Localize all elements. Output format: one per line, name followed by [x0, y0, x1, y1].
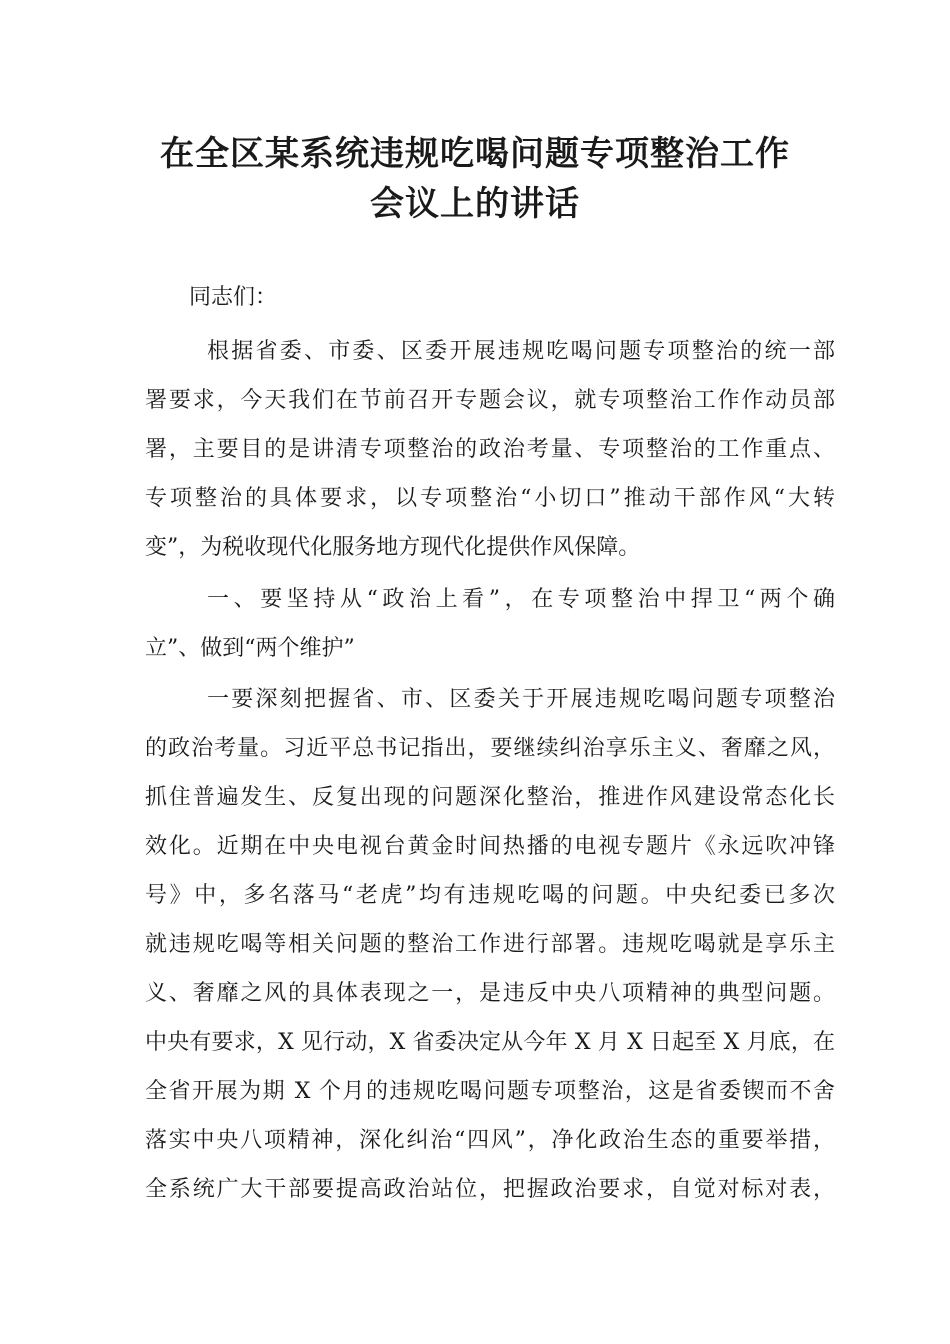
paragraph-line: 中央有要求，X 见行动，X 省委决定从今年 X 月 X 日起至 X 月底，在	[145, 1030, 835, 1055]
paragraph-2	[145, 675, 835, 1214]
heading-line: 一、要坚持从“政治上看”，在专项整治中捍卫“两个确	[207, 587, 835, 612]
paragraph-line: 一要深刻把握省、市、区委关于开展违规吃喝问题专项整治	[207, 687, 835, 712]
paragraph-1	[145, 327, 835, 572]
paragraph-line: 署，主要目的是讲清专项整治的政治考量、专项整治的工作重点、	[145, 437, 835, 462]
paragraph-line: 全省开展为期 X 个月的违规吃喝问题专项整治，这是省委锲而不舍	[145, 1079, 835, 1104]
section-heading-1	[145, 575, 835, 673]
paragraph-line: 落实中央八项精神，深化纠治“四风”，净化政治生态的重要举措，	[145, 1128, 835, 1153]
document-title-line-1: 在全区某系统违规吃喝问题专项整治工作	[160, 134, 790, 174]
heading-line: 立”、做到“两个维护”	[145, 636, 355, 661]
paragraph-line: 就违规吃喝等相关问题的整治工作进行部署。违规吃喝就是享乐主	[145, 932, 835, 957]
paragraph-line: 专项整治的具体要求，以专项整治“小切口”推动干部作风“大转	[145, 486, 835, 511]
salutation-block	[145, 273, 835, 322]
paragraph-line: 署要求，今天我们在节前召开专题会议，就专项整治工作作动员部	[145, 388, 835, 413]
paragraph-line: 全系统广大干部要提高政治站位，把握政治要求，自觉对标对表，	[145, 1177, 835, 1202]
salutation: 同志们：	[189, 285, 278, 310]
document-title-line-2: 会议上的讲话	[370, 184, 580, 224]
paragraph-line: 号》中，多名落马“老虎”均有违规吃喝的问题。中央纪委已多次	[145, 883, 835, 908]
paragraph-line: 变”，为税收现代化服务地方现代化提供作风保障。	[145, 535, 641, 560]
paragraph-line: 根据省委、市委、区委开展违规吃喝问题专项整治的统一部	[207, 339, 835, 364]
paragraph-line: 的政治考量。习近平总书记指出，要继续纠治享乐主义、奢靡之风，	[145, 736, 835, 761]
paragraph-line: 效化。近期在中央电视台黄金时间热播的电视专题片《永远吹冲锋	[145, 834, 835, 859]
paragraph-line: 义、奢靡之风的具体表现之一，是违反中央八项精神的典型问题。	[145, 981, 835, 1006]
paragraph-line: 抓住普遍发生、反复出现的问题深化整治，推进作风建设常态化长	[145, 785, 835, 810]
